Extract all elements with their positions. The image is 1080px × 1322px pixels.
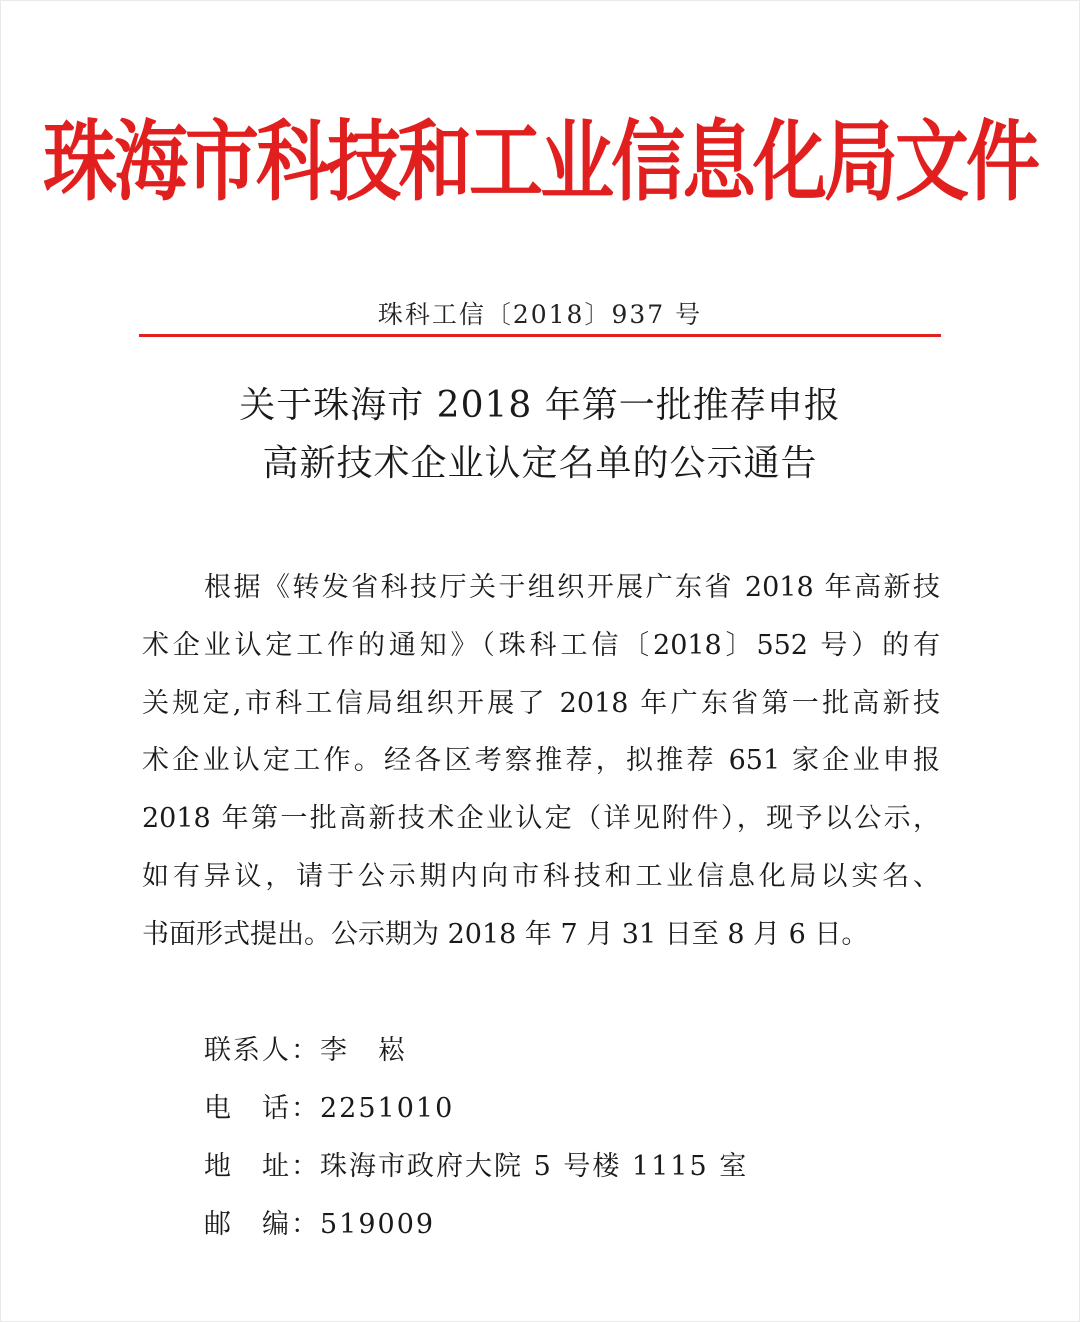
header-divider-line [139, 334, 941, 337]
notice-title-line-1: 关于珠海市 2018 年第一批推荐申报 [239, 385, 841, 426]
contact-address: 地 址：珠海市政府大院 5 号楼 1115 室 [204, 1151, 749, 1182]
contact-postcode: 邮 编：519009 [204, 1209, 436, 1240]
body-paragraph-line: 根据《转发省科技厅关于组织开展广东省 2018 年高新技 [204, 572, 940, 603]
document-number: 珠科工信〔2018〕937 号 [377, 300, 703, 329]
body-paragraph-line: 术企业认定工作。经各区考察推荐，拟推荐 651 家企业申报 [142, 745, 940, 776]
contact-person: 联系人：李 崧 [204, 1035, 407, 1066]
body-paragraph-line: 术企业认定工作的通知》（珠科工信〔2018〕552 号）的有 [142, 630, 940, 661]
body-paragraph-line: 关规定,市科工信局组织开展了 2018 年广东省第一批高新技 [142, 688, 940, 719]
body-paragraph-line: 2018 年第一批高新技术企业认定（详见附件），现予以公示， [142, 803, 940, 834]
document-header-title: 珠海市科技和工业信息化局文件 [43, 111, 1037, 214]
notice-title-line-2: 高新技术企业认定名单的公示通告 [262, 443, 818, 484]
contact-phone: 电 话：2251010 [204, 1093, 455, 1124]
body-paragraph-line: 书面形式提出。公示期为 2018 年 7 月 31 日至 8 月 6 日。 [142, 919, 869, 950]
body-paragraph-line: 如有异议，请于公示期内向市科技和工业信息化局以实名、 [142, 861, 940, 892]
